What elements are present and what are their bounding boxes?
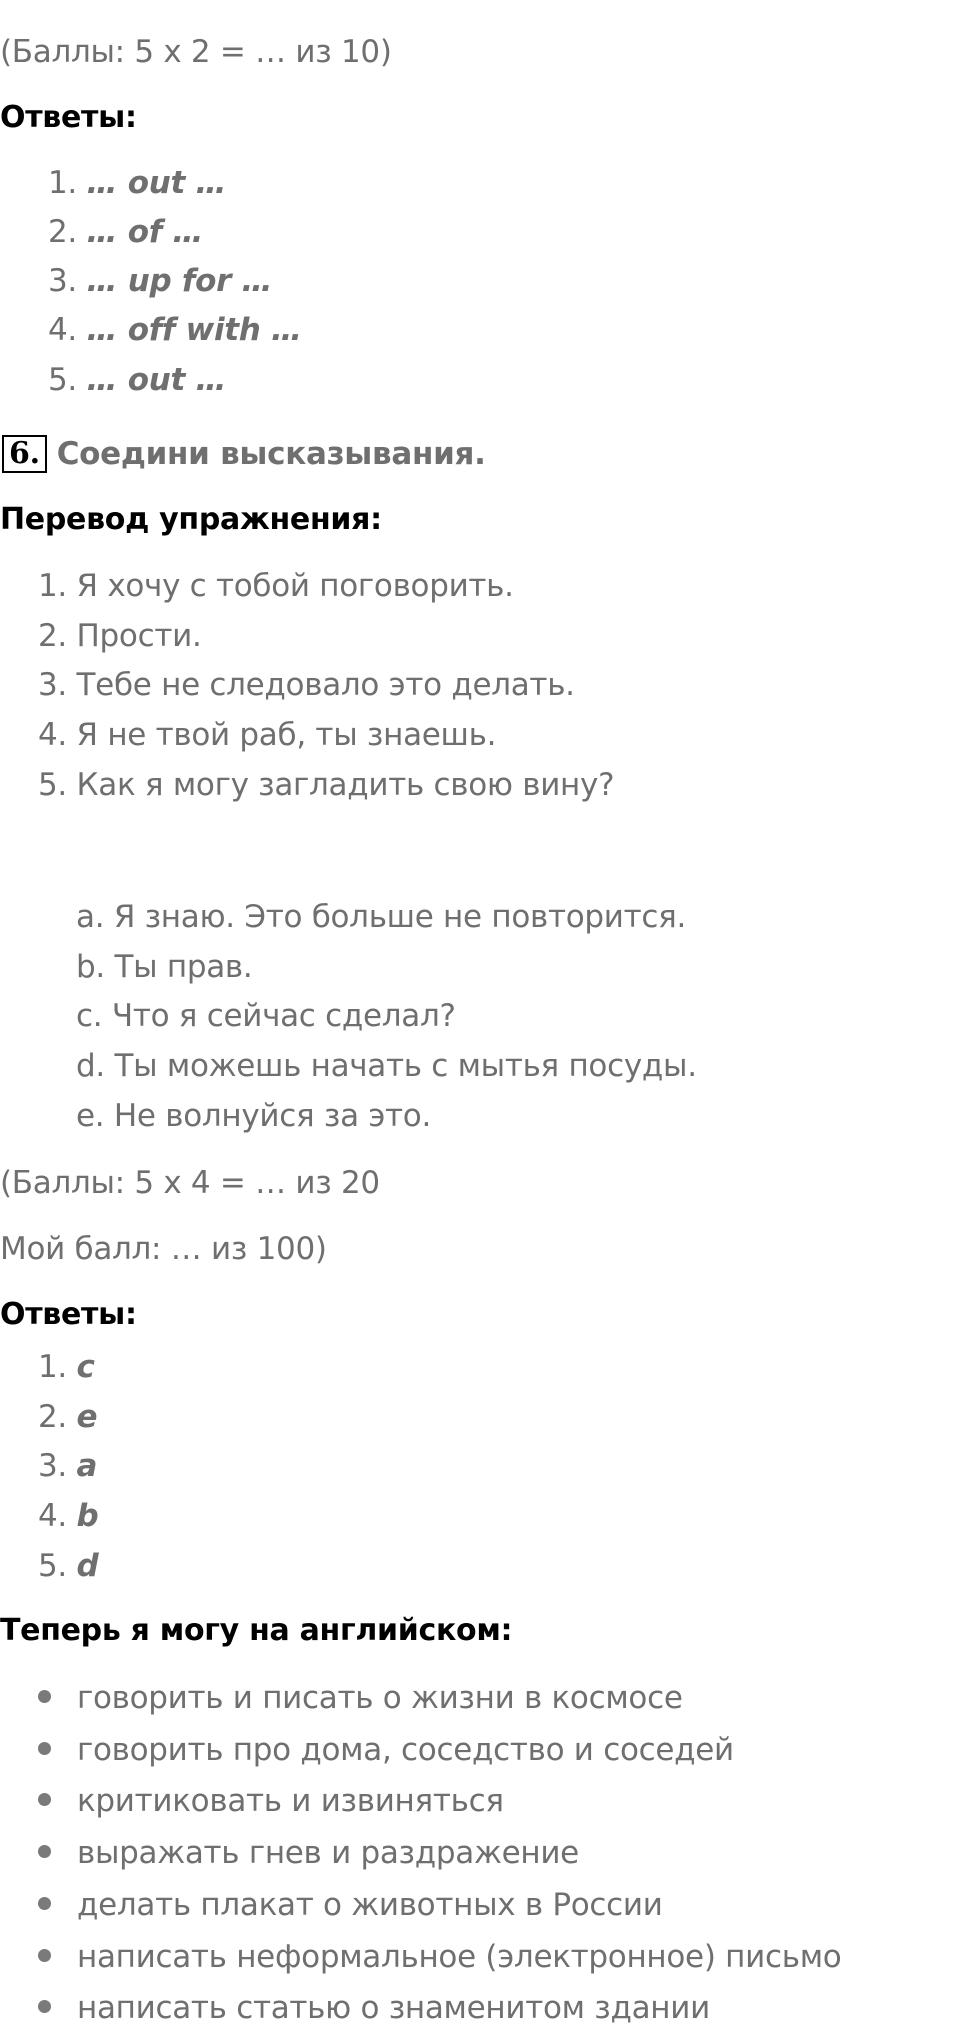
response-item (76, 1096, 431, 1136)
bullet-icon (38, 1949, 51, 1962)
score-line: (Баллы: 5 x 2 = … из 10) (0, 34, 392, 70)
answer-number: 3. (38, 1448, 67, 1484)
bullet-icon (38, 1742, 51, 1755)
bullet-icon (38, 1690, 51, 1703)
phrase-item (38, 715, 496, 755)
answer-text: … out … (86, 362, 227, 398)
response-letter: d. (76, 1048, 105, 1084)
phrase-text: Как я могу загладить свою вину? (76, 767, 615, 803)
answer-text: … up for … (86, 263, 273, 299)
answers-heading: Ответы: (0, 100, 137, 135)
phrase-item (38, 566, 514, 606)
answer-number: 2. (48, 214, 77, 250)
answer-number: 2. (38, 1399, 67, 1435)
answer-number: 1. (38, 1349, 67, 1385)
answer-item (38, 1446, 97, 1486)
answer-text: … of … (86, 214, 204, 250)
translation-heading: Перевод упражнения: (0, 502, 382, 537)
answer-item (48, 261, 272, 301)
phrase-number: 1. (38, 568, 67, 604)
bullet-icon (38, 1793, 51, 1806)
skill-item (38, 1988, 710, 2028)
answer-text: e (76, 1399, 98, 1435)
answer-item (48, 212, 203, 252)
answer-item (38, 1397, 97, 1437)
response-letter: b. (76, 949, 105, 985)
task-number-box: 6. (2, 435, 47, 473)
answer-number: 5. (38, 1548, 67, 1584)
phrase-number: 4. (38, 717, 67, 753)
answers-heading: Ответы: (0, 1297, 137, 1332)
my-score-line: Мой балл: … из 100) (0, 1231, 327, 1267)
score-line: (Баллы: 5 x 4 = … из 20 (0, 1165, 380, 1201)
response-letter: a. (76, 899, 105, 935)
answer-text: … out … (86, 165, 227, 201)
phrase-number: 3. (38, 667, 67, 703)
skills-heading: Теперь я могу на английском: (0, 1613, 513, 1648)
task-title: Соедини высказывания. (56, 436, 486, 472)
answer-item (48, 310, 302, 350)
skill-text: написать неформальное (электронное) письмо (77, 1939, 842, 1975)
phrase-number: 5. (38, 767, 67, 803)
response-text: Что я сейчас сделал? (111, 998, 456, 1034)
response-item (76, 947, 252, 987)
bullet-icon (38, 2000, 51, 2013)
answer-text: … off with … (86, 312, 302, 348)
answer-number: 3. (48, 263, 77, 299)
phrase-text: Прости. (76, 618, 202, 654)
phrase-text: Тебе не следовало это делать. (76, 667, 575, 703)
skill-item (38, 1730, 734, 1770)
phrase-item (38, 665, 575, 705)
answer-number: 4. (38, 1498, 67, 1534)
skill-text: написать статью о знаменитом здании (77, 1990, 710, 2026)
answer-item (38, 1347, 95, 1387)
answer-number: 5. (48, 362, 77, 398)
response-item (76, 996, 456, 1036)
skill-text: говорить про дома, соседство и соседей (77, 1732, 734, 1768)
answer-text: b (76, 1498, 99, 1534)
phrase-text: Я не твой раб, ты знаешь. (76, 717, 497, 753)
phrase-text: Я хочу с тобой поговорить. (76, 568, 514, 604)
response-letter: e. (76, 1098, 105, 1134)
response-text: Ты можешь начать с мытья посуды. (114, 1048, 697, 1084)
answer-item (48, 360, 226, 400)
skill-text: выражать гнев и раздражение (77, 1835, 579, 1871)
answer-text: d (76, 1548, 99, 1584)
answer-text: c (76, 1349, 95, 1385)
response-text: Ты прав. (114, 949, 253, 985)
bullet-icon (38, 1845, 51, 1858)
skill-text: делать плакат о животных в России (77, 1887, 663, 1923)
answer-item (38, 1496, 98, 1536)
response-letter: c. (76, 998, 103, 1034)
answer-number: 4. (48, 312, 77, 348)
answer-item (38, 1546, 98, 1586)
phrase-item (38, 765, 614, 805)
response-item (76, 1046, 697, 1086)
skill-item (38, 1781, 504, 1821)
task-header (2, 434, 486, 475)
skill-item (38, 1678, 683, 1718)
answer-text: a (76, 1448, 98, 1484)
answer-item (48, 163, 226, 203)
phrase-number: 2. (38, 618, 67, 654)
skill-item (38, 1833, 579, 1873)
response-item (76, 897, 686, 937)
phrase-item (38, 616, 202, 656)
answer-number: 1. (48, 165, 77, 201)
skill-item (38, 1937, 841, 1977)
response-text: Не волнуйся за это. (113, 1098, 432, 1134)
bullet-icon (38, 1897, 51, 1910)
skill-text: говорить и писать о жизни в космосе (77, 1680, 683, 1716)
response-text: Я знаю. Это больше не повторится. (113, 899, 687, 935)
skill-item (38, 1885, 663, 1925)
skill-text: критиковать и извиняться (77, 1783, 504, 1819)
